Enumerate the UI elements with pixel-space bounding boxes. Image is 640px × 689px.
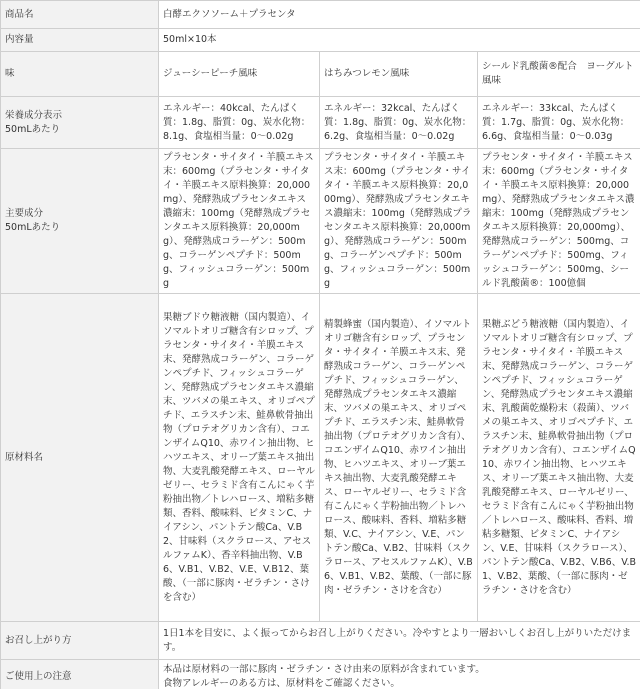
row-raw-materials [1, 294, 640, 622]
raw-materials-peach: 果糖ブドウ糖液糖（国内製造）、イソマルトオリゴ糖含有シロップ、プラセンタ・サイタイ・羊膜エキス末、発酵熟成コラーゲン、コラーゲンペプチド、フィッシュコラーゲン、発酵熟成プラセンタエキス濃縮末、ツバメの巣エキス、オリゴペプチド、エラスチン末、鮭鼻軟骨抽出物（プロテオグリカン含有）、コエンザイムQ10、赤ワイン抽出物、ヒハツエキス、オリーブ葉エキス抽出物、大麦乳酸発酵エキス、ローヤルゼリー、セラミド含有こんにゃく芋粉抽出物／トレハロース、増粘多糖類、香料、酸味料、ビタミンC、ナイアシン、パントテン酸Ca、V.B2、甘味料（スクラロース、アセスルファムK）、香辛料抽出物、V.B6、V.B1、V.B2、V.E、V.B12、葉酸、（一部に豚肉・ゼラチン・さけを含む） [159, 294, 320, 622]
caution-value: 本品は原材料の一部に豚肉・ゼラチン・さけ由来の原料が含まれています。 食物アレルギーのある方は、原材料をご確認ください。 [159, 660, 640, 689]
raw-materials-yogurt: 果糖ぶどう糖液糖（国内製造）、イソマルトオリゴ糖含有シロップ、プラセンタ・サイタイ・羊膜エキス末、発酵熟成コラーゲン、コラーゲンペプチド、フィッシュコラーゲン、発酵熟成プラセンタエキス濃縮末、乳酸菌乾燥粉末（殺菌）、ツバメの巣エキス、オリゴペプチド、エラスチン末、鮭鼻軟骨抽出物（プロテオグリカン含有）、コエンザイムQ10、赤ワイン抽出物、ヒハツエキス、オリーブ葉エキス抽出物、大麦乳酸発酵エキス、ローヤルゼリー、セラミド含有こんにゃく芋粉抽出物／トレハロース、酸味料、香料、増粘多糖類、ビタミンC、ナイアシン、V.E、甘味料（スクラロース）、パントテン酸Ca、V.B2、V.B6、V.B1、V.B2、葉酸、（一部に豚肉・ゼラチン・さけを含む） [478, 294, 640, 622]
nutrition-peach: エネルギー：40kcal、たんぱく質：1.8g、脂質：0g、炭水化物：8.1g、食塩相当量：0～0.02g [159, 97, 320, 149]
caution-label: ご使用上の注意 [1, 660, 159, 689]
how-to-drink-value: 1日1本を目安に、よく振ってからお召し上がりください。冷やすとより一層おいしくお召し上がりいただけます。 [159, 622, 640, 660]
volume-label: 内容量 [1, 29, 159, 52]
nutrition-yogurt: エネルギー：33kcal、たんぱく質：1.7g、脂質：0g、炭水化物：6.6g、食塩相当量：0～0.03g [478, 97, 640, 149]
flavor-yogurt: シールド乳酸菌®配合 ヨーグルト風味 [478, 52, 640, 97]
main-ingredients-honey-lemon: プラセンタ・サイタイ・羊膜エキス末：600mg（プラセンタ・サイタイ・羊膜エキス原料換算：20,000mg）、発酵熟成プラセンタエキス濃縮末：100mg（発酵熟成プラセンタエキス原料換算：20,000mg）、発酵熟成コラーゲン：500mg、コラーゲンペプチド：500mg、フィッシュコラーゲン：500mg [320, 149, 478, 294]
row-volume [1, 29, 640, 52]
volume-value: 50ml×10本 [159, 29, 640, 52]
product-name-label: 商品名 [1, 1, 159, 29]
main-ingredients-label: 主要成分 50mLあたり [1, 149, 159, 294]
nutrition-honey-lemon: エネルギー：32kcal、たんぱく質：1.8g、脂質：0g、炭水化物：6.2g、食塩相当量：0～0.02g [320, 97, 478, 149]
row-nutrition [1, 97, 640, 149]
row-flavor [1, 52, 640, 97]
main-ingredients-yogurt: プラセンタ・サイタイ・羊膜エキス末：600mg（プラセンタ・サイタイ・羊膜エキス原料換算：20,000mg）、発酵熟成プラセンタエキス濃縮末：100mg（発酵熟成プラセンタエキス原料換算：20,000mg）、発酵熟成コラーゲン：500mg、コラーゲンペプチド：500mg、フィッシュコラーゲン：500mg、シールド乳酸菌®：100億個 [478, 149, 640, 294]
flavor-peach: ジューシーピーチ風味 [159, 52, 320, 97]
flavor-honey-lemon: はちみつレモン風味 [320, 52, 478, 97]
main-ingredients-peach: プラセンタ・サイタイ・羊膜エキス末：600mg（プラセンタ・サイタイ・羊膜エキス原料換算：20,000mg）、発酵熟成プラセンタエキス濃縮末：100mg（発酵熟成プラセンタエキス原料換算：20,000mg）、発酵熟成コラーゲン：500mg、コラーゲンペプチド：500mg、フィッシュコラーゲン：500mg [159, 149, 320, 294]
flavor-label: 味 [1, 52, 159, 97]
nutrition-label: 栄養成分表示 50mLあたり [1, 97, 159, 149]
product-name-value: 白酵エクソソーム＋プラセンタ [159, 1, 640, 29]
row-how-to-drink [1, 622, 640, 660]
row-product-name [1, 1, 640, 29]
row-main-ingredients [1, 149, 640, 294]
how-to-drink-label: お召し上がり方 [1, 622, 159, 660]
row-caution [1, 660, 640, 689]
raw-materials-honey-lemon: 精製蜂蜜（国内製造）、イソマルトオリゴ糖含有シロップ、プラセンタ・サイタイ・羊膜エキス末、発酵熟成コラーゲン、コラーゲンペプチド、フィッシュコラーゲン、発酵熟成プラセンタエキス濃縮末、ツバメの巣エキス、オリゴペプチド、エラスチン末、鮭鼻軟骨抽出物（プロテオグリカン含有）、コエンザイムQ10、赤ワイン抽出物、ヒハツエキス、オリーブ葉エキス抽出物、大麦乳酸発酵エキス、ローヤルゼリー、セラミド含有こんにゃく芋粉抽出物／トレハロース、酸味料、香料、増粘多糖類、V.C、ナイアシン、V.E、パントテン酸Ca、V.B2、甘味料（スクラロース、アセスルファムK）、V.B6、V.B1、V.B2、葉酸、（一部に豚肉・ゼラチン・さけを含む） [320, 294, 478, 622]
raw-materials-label: 原材料名 [1, 294, 159, 622]
